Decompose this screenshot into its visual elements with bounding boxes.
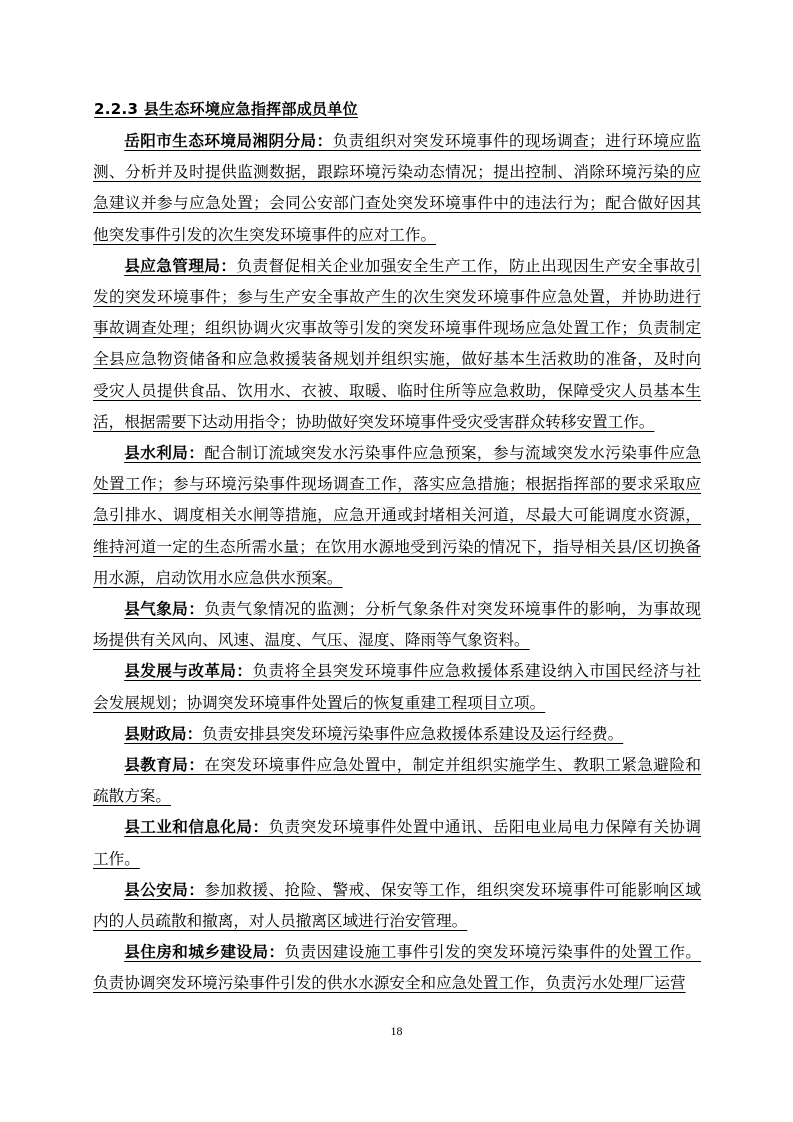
unit-duty: 负责督促相关企业加强安全生产工作，防止出现因生产安全事故引发的突发环境事件；参与生产安全事故产生的次生突发环境事件应急处置，并协助进行事故调查处理；组织协调火灾事故等引发的突发环境事件现场应急处置工作；负责制定全县应急物资储备和应急救援装备规划并组织实施，做好基本生活救助的准备，及时向受灾人员提供食品、饮用水、衣被、取暖、临时住所等应急救助，保障受灾人员基本生活，根据需要下达动用指令；协助做好突发环境事件受灾受害群众转移安置工作。	[93, 256, 701, 431]
unit-name: 县财政局：	[124, 724, 203, 743]
paragraph-unit	[93, 812, 701, 874]
section-title: 县生态环境应急指挥部成员单位	[143, 100, 358, 118]
unit-duty: 负责因建设施工事件引发的突发环境污染事件的处置工作。负责协调突发环境污染事件引发的供水水源安全和应急处置工作，负责污水处理厂运营	[93, 943, 701, 993]
unit-duty: 在突发环境事件应急处置中，制定并组织实施学生、教职工紧急避险和疏散方案。	[93, 756, 701, 806]
unit-name: 县公安局：	[124, 880, 205, 899]
section-number: 2.2.3	[94, 100, 139, 118]
paragraph-unit	[93, 656, 701, 718]
paragraph-unit	[93, 937, 701, 999]
paragraph-unit	[93, 438, 701, 594]
paragraph-unit	[93, 251, 701, 438]
unit-name: 县工业和信息化局：	[124, 818, 269, 837]
paragraph-unit	[93, 875, 701, 937]
unit-duty: 负责突发环境事件处置中通讯、岳阳电业局电力保障有关协调工作。	[93, 818, 701, 868]
unit-duty: 负责组织对突发环境事件的现场调查；进行环境应监测、分析并及时提供监测数据，跟踪环境污染动态情况；提出控制、消除环境污染的应急建议并参与应急处置；会同公安部门查处突发环境事件中的违法行为；配合做好因其他突发事件引发的次生突发环境事件的应对工作。	[93, 132, 701, 244]
paragraph-unit	[93, 126, 701, 251]
paragraph-unit	[93, 750, 701, 812]
unit-duty: 负责安排县突发环境污染事件应急救援体系建设及运行经费。	[202, 724, 624, 743]
unit-duty: 参加救援、抢险、警戒、保安等工作，组织突发环境事件可能影响区域内的人员疏散和撤离，对人员撤离区域进行治安管理。	[93, 880, 701, 931]
unit-name: 县教育局：	[124, 756, 205, 775]
unit-duty: 负责将全县突发环境事件应急救援体系建设纳入市国民经济与社会发展规划；协调突发环境事件处置后的恢复重建工程项目立项。	[93, 662, 701, 712]
section-heading	[94, 98, 358, 119]
unit-name: 县住房和城乡建设局：	[124, 943, 285, 962]
page-number: 18	[390, 1024, 403, 1038]
unit-name: 县水利局：	[124, 444, 205, 463]
content-body	[93, 126, 701, 1000]
unit-name: 岳阳市生态环境局湘阴分局：	[124, 132, 333, 150]
unit-name: 县气象局：	[124, 600, 205, 619]
unit-duty: 配合制订流域突发水污染事件应急预案，参与流域突发水污染事件应急处置工作；参与环境污染事件现场调查工作，落实应急措施；根据指挥部的要求采取应急引排水、调度相关水闸等措施，应急开通或封堵相关河道，尽最大可能调度水资源，维持河道一定的生态所需水量；在饮用水源地受到污染的情况下，指导相关县/区切换备用水源，启动饮用水应急供水预案。	[93, 444, 701, 587]
unit-name: 县应急管理局：	[124, 256, 237, 275]
paragraph-unit	[93, 719, 701, 750]
unit-name: 县发展与改革局：	[124, 662, 253, 681]
paragraph-unit	[93, 594, 701, 656]
unit-duty: 负责气象情况的监测；分析气象条件对突发环境事件的影响，为事故现场提供有关风向、风速、温度、气压、湿度、降雨等气象资料。	[93, 600, 701, 650]
